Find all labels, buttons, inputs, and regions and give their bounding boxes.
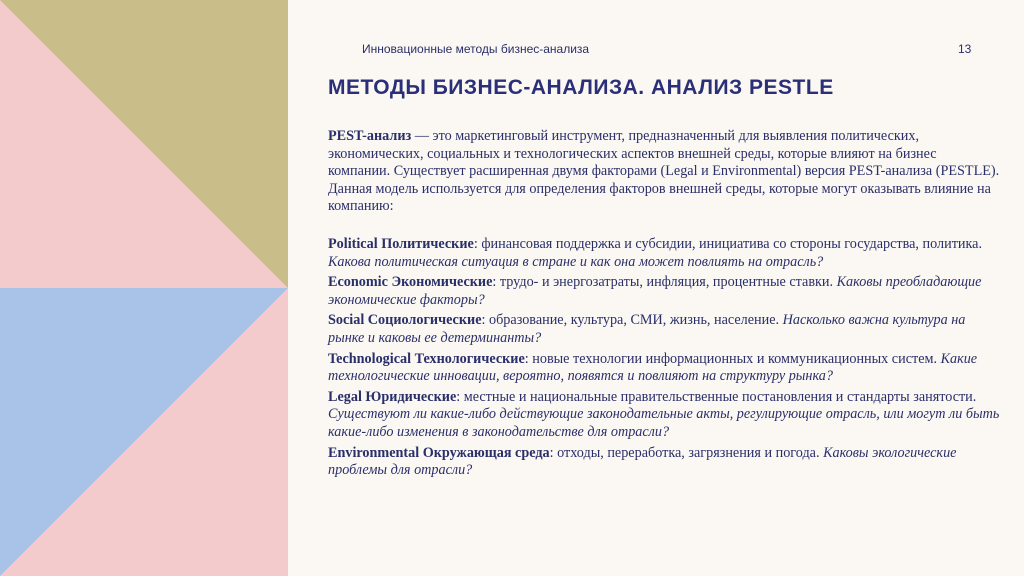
factor-environmental <box>328 445 1000 480</box>
factor-name: Environmental Окружающая среда <box>328 444 550 461</box>
factor-desc: : трудо- и энергозатраты, инфляция, процентные ставки. <box>492 274 837 291</box>
factor-question: Какие технологические инновации, вероятно, появятся и повлияют на структуру рынка? <box>328 350 978 385</box>
factor-question: Каковы преобладающие экономические факторы? <box>328 274 982 308</box>
factor-question: Существуют ли какие-либо действующие законодательные акты, регулирующие отрасль, или могут ли быть какие-либо изменения в законодательстве для отрасли? <box>328 406 1000 440</box>
factor-desc: : образование, культура, СМИ, жизнь, население. <box>481 312 783 329</box>
factor-desc: : новые технологии информационных и коммуникационных систем. <box>524 350 941 367</box>
factor-name: Legal Юридические <box>328 388 457 405</box>
factor-technological <box>328 351 1000 386</box>
slide-subtitle: Инновационные методы бизнес-анализа <box>362 42 590 56</box>
factor-name: Technological Технологические <box>328 350 525 367</box>
intro-term: PEST-анализ <box>328 128 412 144</box>
factor-desc: : отходы, переработка, загрязнения и погода. <box>549 444 824 461</box>
factor-legal <box>328 389 1000 442</box>
factor-question: Каковы экологические проблемы для отрасли? <box>328 444 957 479</box>
slide-title: МЕТОДЫ БИЗНЕС-АНАЛИЗА. АНАЛИЗ PESTLE <box>328 76 834 99</box>
factor-question: Какова политическая ситуация в стране и как она может повлиять на отрасль? <box>328 253 824 270</box>
factor-economic <box>328 274 1000 309</box>
factor-desc: : местные и национальные правительственные постановления и стандарты занятости. <box>456 388 977 405</box>
factor-question: Насколько важна культура на рынке и каковы ее детерминанты? <box>328 312 966 346</box>
slide-content <box>328 128 1000 483</box>
factor-name: Social Социологические <box>328 312 482 329</box>
page-number: 13 <box>958 42 972 56</box>
factor-name: Economic Экономические <box>328 274 493 291</box>
factor-political <box>328 236 1000 271</box>
factor-desc: : финансовая поддержка и субсидии, инициатива со стороны государства, политика. <box>473 235 983 252</box>
factor-name: Political Политические <box>328 235 474 252</box>
intro-paragraph <box>328 128 1000 216</box>
factor-social <box>328 312 1000 347</box>
intro-text: — это маркетинговый инструмент, предназначенный для выявления политических, экономических, социальных и технологических аспектов внешней среды, которые влияют на бизнес компании. Существует расширенная двумя факторами (Legal и Environmental) версия PEST-анализа (PESTLE). Данная модель используется для определения факторов внешней среды, которые могут оказывать влияние на компанию: <box>328 128 1000 215</box>
decorative-triangles-panel <box>0 0 288 576</box>
